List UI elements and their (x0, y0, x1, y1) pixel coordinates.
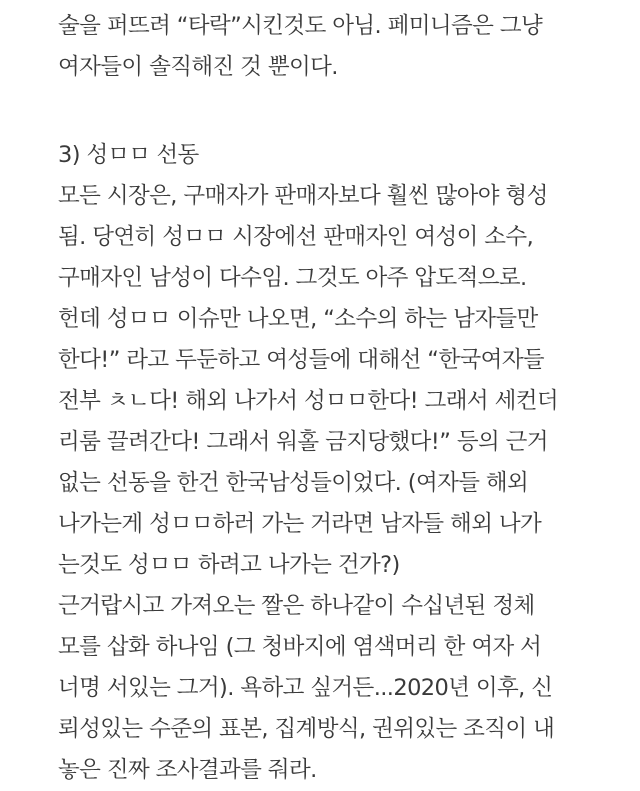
paragraph-spacer (58, 88, 628, 135)
text-line: 구매자인 남성이 다수임. 그것도 아주 압도적으로. (58, 265, 527, 291)
text-line: 모든 시장은, 구매자가 판매자보다 훨씬 많아야 형성 (58, 183, 548, 209)
text-line: 전부 ㅊㄴ다! 해외 나가서 성ㅁㅁ한다! 그래서 세컨더 (58, 388, 558, 414)
text-line: 나가는게 성ㅁㅁ하러 가는 거라면 남자들 해외 나가 (58, 511, 542, 537)
text-line: 없는 선동을 한건 한국남성들이었다. (여자들 해외 (58, 470, 529, 496)
paragraph-section-3 (58, 135, 628, 791)
article-body (58, 0, 628, 791)
paragraph-intro (58, 6, 628, 88)
text-line: 헌데 성ㅁㅁ 이슈만 나오면, “소수의 하는 남자들만 (58, 306, 538, 332)
text-line: 모를 삽화 하나임 (그 청바지에 염색머리 한 여자 서 (58, 634, 542, 660)
section-heading: 3) 성ㅁㅁ 선동 (58, 142, 199, 168)
text-line: 놓은 진짜 조사결과를 줘라. (58, 757, 317, 783)
text-line: 너명 서있는 그거). 욕하고 싶거든...2020년 이후, 신 (58, 675, 553, 701)
text-line: 됨. 당연히 성ㅁㅁ 시장에선 판매자인 여성이 소수, (58, 224, 534, 250)
text-line: 술을 퍼뜨려 “타락”시킨것도 아님. 페미니즘은 그냥 (58, 13, 543, 39)
text-line: 는것도 성ㅁㅁ 하려고 나가는 건가?) (58, 552, 400, 578)
text-line: 리룸 끌려간다! 그래서 워홀 금지당했다!” 등의 근거 (58, 429, 548, 455)
text-line: 여자들이 솔직해진 것 뿐이다. (58, 54, 338, 80)
text-line: 한다!” 라고 두둔하고 여성들에 대해선 “한국여자들 (58, 347, 544, 373)
text-line: 근거랍시고 가져오는 짤은 하나같이 수십년된 정체 (58, 593, 535, 619)
text-line: 뢰성있는 수준의 표본, 집계방식, 권위있는 조직이 내 (58, 716, 555, 742)
